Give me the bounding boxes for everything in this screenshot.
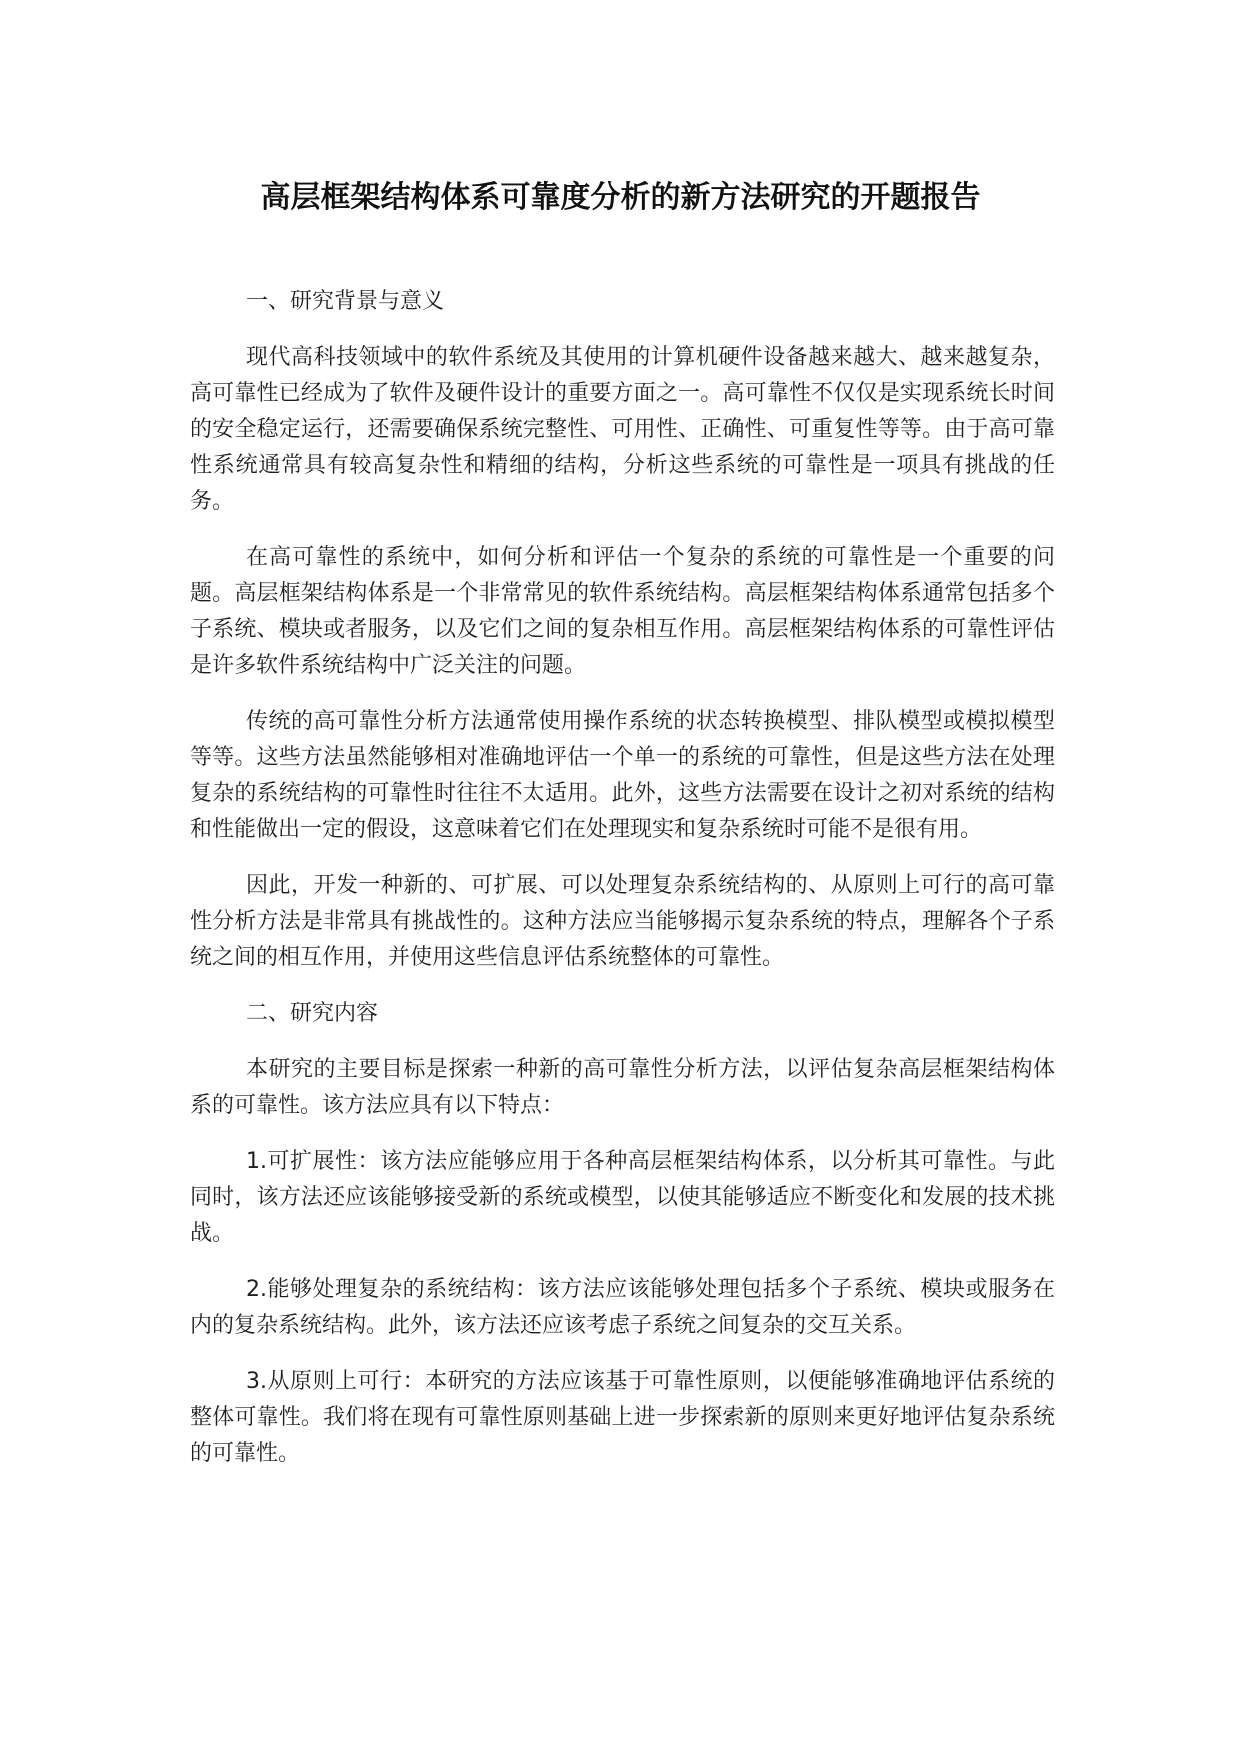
section-heading: 一、研究背景与意义 [246, 289, 445, 314]
list-item: 3.从原则上可行：本研究的方法应该基于可靠性原则，以便能够准确地评估系统的整体可靠性。我们将在现有可靠性原则基础上进一步探索新的原则来更好地评估复杂系统的可靠性。 [190, 1369, 1055, 1466]
list-item: 2.能够处理复杂的系统结构：该方法应该能够处理包括多个子系统、模块或服务在内的复杂系统结构。此外，该方法还应该考虑子系统之间复杂的交互关系。 [190, 1277, 1055, 1338]
document-body [190, 284, 1055, 1492]
list-item: 1.可扩展性：该方法应能够应用于各种高层框架结构体系，以分析其可靠性。与此同时，该方法还应该能够接受新的系统或模型，以使其能够适应不断变化和发展的技术挑战。 [190, 1149, 1055, 1246]
paragraph: 现代高科技领域中的软件系统及其使用的计算机硬件设备越来越大、越来越复杂，高可靠性已经成为了软件及硬件设计的重要方面之一。高可靠性不仅仅是实现系统长时间的安全稳定运行，还需要确保系统完整性、可用性、正确性、可重复性等等。由于高可靠性系统通常具有较高复杂性和精细的结构，分析这些系统的可靠性是一项具有挑战的任务。 [190, 345, 1055, 514]
section-heading: 二、研究内容 [246, 1001, 379, 1026]
paragraph: 在高可靠性的系统中，如何分析和评估一个复杂的系统的可靠性是一个重要的问题。高层框架结构体系是一个非常常见的软件系统结构。高层框架结构体系通常包括多个子系统、模块或者服务，以及它们之间的复杂相互作用。高层框架结构体系的可靠性评估是许多软件系统结构中广泛关注的问题。 [190, 545, 1055, 678]
section-content [190, 996, 1055, 1472]
document-title: 高层框架结构体系可靠度分析的新方法研究的开题报告 [260, 180, 981, 215]
paragraph: 因此，开发一种新的、可扩展、可以处理复杂系统结构的、从原则上可行的高可靠性分析方法是非常具有挑战性的。这种方法应当能够揭示复杂系统的特点，理解各个子系统之间的相互作用，并使用这些信息评估系统整体的可靠性。 [190, 873, 1055, 970]
section-background [190, 284, 1055, 976]
paragraph: 本研究的主要目标是探索一种新的高可靠性分析方法，以评估复杂高层框架结构体系的可靠性。该方法应具有以下特点： [190, 1057, 1055, 1118]
paragraph: 传统的高可靠性分析方法通常使用操作系统的状态转换模型、排队模型或模拟模型等等。这些方法虽然能够相对准确地评估一个单一的系统的可靠性，但是这些方法在处理复杂的系统结构的可靠性时往往不太适用。此外，这些方法需要在设计之初对系统的结构和性能做出一定的假设，这意味着它们在处理现实和复杂系统时可能不是很有用。 [190, 709, 1055, 842]
